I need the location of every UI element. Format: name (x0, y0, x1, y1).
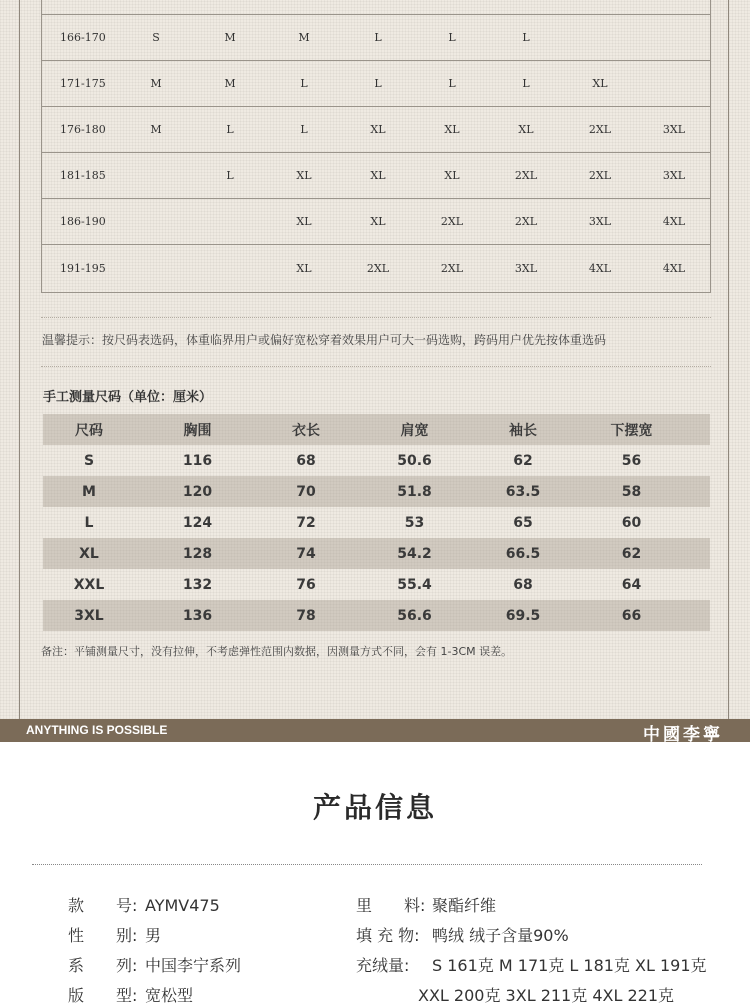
spec-key: 填 充 物: (356, 926, 420, 945)
table-cell: 62 (513, 452, 533, 469)
size-cell (563, 15, 637, 60)
spec-value: 宽松型 (145, 986, 194, 1005)
size-cell (637, 15, 711, 60)
size-cell: 3XL (588, 215, 612, 228)
measure-note: 备注：平铺测量尺寸，没有拉伸，不考虑弹性范围内数据，因测量方式不同，会有 1-3CM 误差。 (41, 645, 513, 658)
size-cell: 4XL (662, 262, 686, 275)
column-header: 衣长 (292, 422, 320, 439)
column-header: 下摆宽 (610, 422, 653, 439)
size-cell: S (152, 31, 160, 44)
table-cell: S (83, 452, 95, 469)
divider (32, 864, 702, 865)
size-cell: 3XL (662, 123, 686, 136)
table-cell: 136 (182, 607, 213, 624)
size-cell (193, 199, 267, 244)
size-cell: 3XL (662, 169, 686, 182)
table-row (43, 476, 710, 507)
table-row (43, 569, 710, 600)
table-cell: 66 (621, 607, 642, 624)
size-cell: 4XL (588, 262, 612, 275)
divider (41, 366, 711, 367)
size-cell: XL (296, 215, 312, 228)
size-cell: L (300, 77, 308, 90)
table-cell: 55.4 (397, 576, 432, 593)
height-range: 166-170 (60, 31, 106, 44)
spec-value: 聚酯纤维 (432, 896, 497, 915)
size-cell: L (448, 77, 456, 90)
table-cell: 124 (182, 514, 213, 531)
table-cell: 69.5 (505, 607, 541, 624)
size-cell: L (226, 123, 234, 136)
height-range: 186-190 (60, 215, 106, 228)
table-cell: 54.2 (397, 545, 432, 562)
grid-row (42, 107, 710, 153)
grid-row (42, 153, 710, 199)
size-cell: L (522, 77, 530, 90)
table-cell: 78 (296, 607, 316, 624)
height-size-grid (41, 0, 711, 293)
size-cell: XL (296, 262, 312, 275)
spec-key: 性 别: (68, 926, 138, 945)
table-row (43, 507, 710, 538)
height-range: 171-175 (60, 77, 106, 90)
size-cell: M (150, 77, 162, 90)
size-cell: 2XL (514, 215, 538, 228)
table-header (43, 414, 710, 445)
size-cell: L (300, 123, 308, 136)
table-cell: 66.5 (505, 545, 541, 562)
column-header: 袖长 (509, 422, 537, 439)
size-cell: XL (444, 169, 460, 182)
table-cell: 65 (513, 514, 533, 531)
size-cell: XL (444, 123, 460, 136)
table-row (43, 600, 710, 631)
size-cell: XL (370, 123, 386, 136)
divider (41, 317, 711, 318)
measurement-table (43, 414, 710, 631)
size-cell (119, 245, 193, 292)
size-cell (119, 153, 193, 198)
grid-row (42, 61, 710, 107)
brand-logo-text: 中國李寧 (643, 725, 723, 745)
spec-value: S 161克 M 171克 L 181克 XL 191克 (432, 956, 707, 975)
size-cell: 2XL (514, 169, 538, 182)
size-cell: 2XL (588, 169, 612, 182)
size-cell: 2XL (440, 215, 464, 228)
column-header: 胸围 (183, 422, 212, 439)
size-cell: 2XL (366, 262, 390, 275)
size-cell: XL (592, 77, 608, 90)
table-cell: 60 (621, 514, 642, 531)
size-cell: M (150, 123, 162, 136)
size-cell: 3XL (514, 262, 538, 275)
height-range: 176-180 (60, 123, 106, 136)
table-cell: 128 (182, 545, 213, 562)
product-info-title: 产品信息 (312, 791, 437, 824)
table-cell: 62 (621, 545, 642, 562)
table-cell: 76 (296, 576, 316, 593)
size-cell: XL (518, 123, 534, 136)
table-cell: 74 (296, 545, 316, 562)
table-cell: 56 (621, 452, 642, 469)
table-cell: 50.6 (397, 452, 432, 469)
table-cell: 63.5 (505, 483, 541, 500)
spec-left (68, 953, 241, 976)
brand-band (0, 719, 750, 745)
spec-key: 版 型: (68, 986, 138, 1005)
spec-key: 系 列: (68, 956, 138, 975)
spec-value: 男 (145, 926, 162, 945)
table-row (43, 538, 710, 569)
size-cell: L (522, 31, 530, 44)
table-cell: 56.6 (397, 607, 432, 624)
spec-right (356, 923, 569, 946)
grid-row (42, 245, 710, 292)
table-cell: L (84, 514, 94, 531)
table-cell: 116 (182, 452, 213, 469)
table-cell: 58 (621, 483, 642, 500)
table-cell: 51.8 (397, 483, 432, 500)
spec-key: 款 号: (68, 896, 138, 915)
spec-left (68, 893, 220, 916)
measure-title: 手工测量尺码（单位：厘米） (43, 390, 213, 405)
grid-row (42, 15, 710, 61)
table-cell: 120 (182, 483, 213, 500)
table-cell: 53 (404, 514, 425, 531)
size-cell: M (298, 31, 310, 44)
size-cell: 2XL (588, 123, 612, 136)
table-cell: XXL (73, 576, 105, 593)
size-tip: 温馨提示：按尺码表选码，体重临界用户或偏好宽松穿着效果用户可大一码选购，跨码用户优先按体重选码 (42, 333, 607, 347)
slogan: ANYTHING IS POSSIBLE (26, 723, 168, 737)
spec-right (356, 893, 496, 916)
table-cell: M (82, 483, 96, 500)
spec-left (68, 923, 161, 946)
height-range: 191-195 (60, 262, 106, 275)
fill-weight-continued: XXL 200克 3XL 211克 4XL 221克 (418, 986, 674, 1005)
size-cell (193, 245, 267, 292)
size-cell (119, 199, 193, 244)
table-cell: 64 (621, 576, 642, 593)
size-cell: L (374, 31, 382, 44)
size-cell: XL (370, 169, 386, 182)
table-cell: 72 (296, 514, 316, 531)
height-range: 181-185 (60, 169, 106, 182)
size-cell: 2XL (440, 262, 464, 275)
size-cell (637, 61, 711, 106)
spec-key: 里 料: (356, 896, 426, 915)
size-cell: L (226, 169, 234, 182)
spec-key: 充绒量: (356, 956, 410, 975)
grid-row (42, 199, 710, 245)
size-cell: XL (370, 215, 386, 228)
size-cell: 4XL (662, 215, 686, 228)
size-cell: L (448, 31, 456, 44)
spec-value: AYMV475 (145, 896, 220, 915)
table-cell: 70 (296, 483, 316, 500)
size-cell: M (224, 31, 236, 44)
table-cell: 68 (296, 452, 316, 469)
table-cell: XL (79, 545, 99, 562)
grid-row-top (42, 0, 710, 15)
size-cell: L (374, 77, 382, 90)
size-cell: XL (296, 169, 312, 182)
table-row (43, 445, 710, 476)
spec-value: 鸭绒 绒子含量90% (432, 926, 569, 945)
table-cell: 68 (513, 576, 533, 593)
column-header: 尺码 (75, 422, 103, 439)
spec-value: 中国李宁系列 (145, 956, 242, 975)
spec-right (356, 953, 707, 976)
size-cell: M (224, 77, 236, 90)
column-header: 肩宽 (400, 422, 429, 439)
table-cell: 3XL (74, 607, 104, 624)
table-cell: 132 (182, 576, 213, 593)
